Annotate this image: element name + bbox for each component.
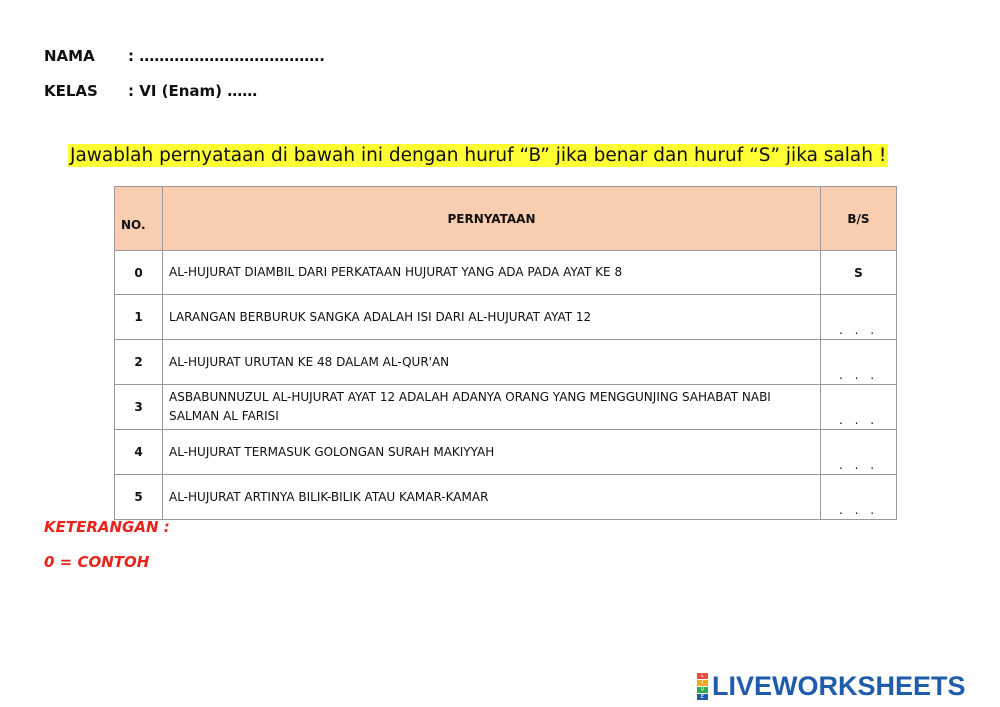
answer-input[interactable]: . . . bbox=[821, 430, 897, 475]
nama-value: : ………………………………. bbox=[128, 47, 325, 65]
instruction-text: Jawablah pernyataan di bawah ini dengan huruf “B” jika benar dan huruf “S” jika salah ! bbox=[70, 145, 887, 166]
answer-input[interactable]: . . . bbox=[821, 475, 897, 520]
column-header-bs: B/S bbox=[821, 187, 897, 251]
example-answer: S bbox=[821, 251, 897, 295]
logo-text: LIVEWORKSHEETS bbox=[712, 671, 966, 701]
nama-label: NAMA bbox=[44, 47, 95, 65]
table-row bbox=[115, 475, 897, 520]
row-number: 4 bbox=[115, 430, 163, 475]
nama-field bbox=[44, 47, 325, 65]
table-header-row bbox=[115, 187, 897, 251]
kelas-field bbox=[44, 82, 257, 100]
row-number: 0 bbox=[115, 251, 163, 295]
logo-blocks-icon bbox=[697, 673, 708, 700]
logo-block: I bbox=[697, 680, 708, 686]
kelas-label: KELAS bbox=[44, 82, 98, 100]
table-row bbox=[115, 251, 897, 295]
answer-input[interactable]: . . . bbox=[821, 385, 897, 430]
row-number: 2 bbox=[115, 340, 163, 385]
row-statement: AL-HUJURAT ARTINYA BILIK-BILIK ATAU KAMAR-KAMAR bbox=[163, 475, 821, 520]
logo-block: L bbox=[697, 673, 708, 679]
keterangan-note: 0 = CONTOH bbox=[44, 553, 150, 571]
column-header-pernyataan: PERNYATAAN bbox=[163, 187, 821, 251]
answer-input[interactable]: . . . bbox=[821, 295, 897, 340]
row-statement: AL-HUJURAT DIAMBIL DARI PERKATAAN HUJURAT YANG ADA PADA AYAT KE 8 bbox=[163, 251, 821, 295]
row-number: 1 bbox=[115, 295, 163, 340]
row-number: 5 bbox=[115, 475, 163, 520]
row-statement: ASBABUNNUZUL AL-HUJURAT AYAT 12 ADALAH ADANYA ORANG YANG MENGGUNJING SAHABAT NABI SALMAN AL FARISI bbox=[163, 385, 821, 430]
table-row bbox=[115, 340, 897, 385]
row-number: 3 bbox=[115, 385, 163, 430]
logo-block: E bbox=[697, 694, 708, 700]
table-row bbox=[115, 430, 897, 475]
kelas-value: : VI (Enam) …… bbox=[128, 82, 258, 100]
column-header-no: NO. bbox=[115, 187, 163, 251]
keterangan-title: KETERANGAN : bbox=[44, 518, 170, 536]
row-statement: LARANGAN BERBURUK SANGKA ADALAH ISI DARI AL-HUJURAT AYAT 12 bbox=[163, 295, 821, 340]
liveworksheets-logo bbox=[697, 671, 966, 702]
answer-input[interactable]: . . . bbox=[821, 340, 897, 385]
row-statement: AL-HUJURAT URUTAN KE 48 DALAM AL-QUR'AN bbox=[163, 340, 821, 385]
logo-block: V bbox=[697, 687, 708, 693]
question-table bbox=[114, 186, 897, 520]
row-statement: AL-HUJURAT TERMASUK GOLONGAN SURAH MAKIYYAH bbox=[163, 430, 821, 475]
table-row bbox=[115, 295, 897, 340]
table-row bbox=[115, 385, 897, 430]
